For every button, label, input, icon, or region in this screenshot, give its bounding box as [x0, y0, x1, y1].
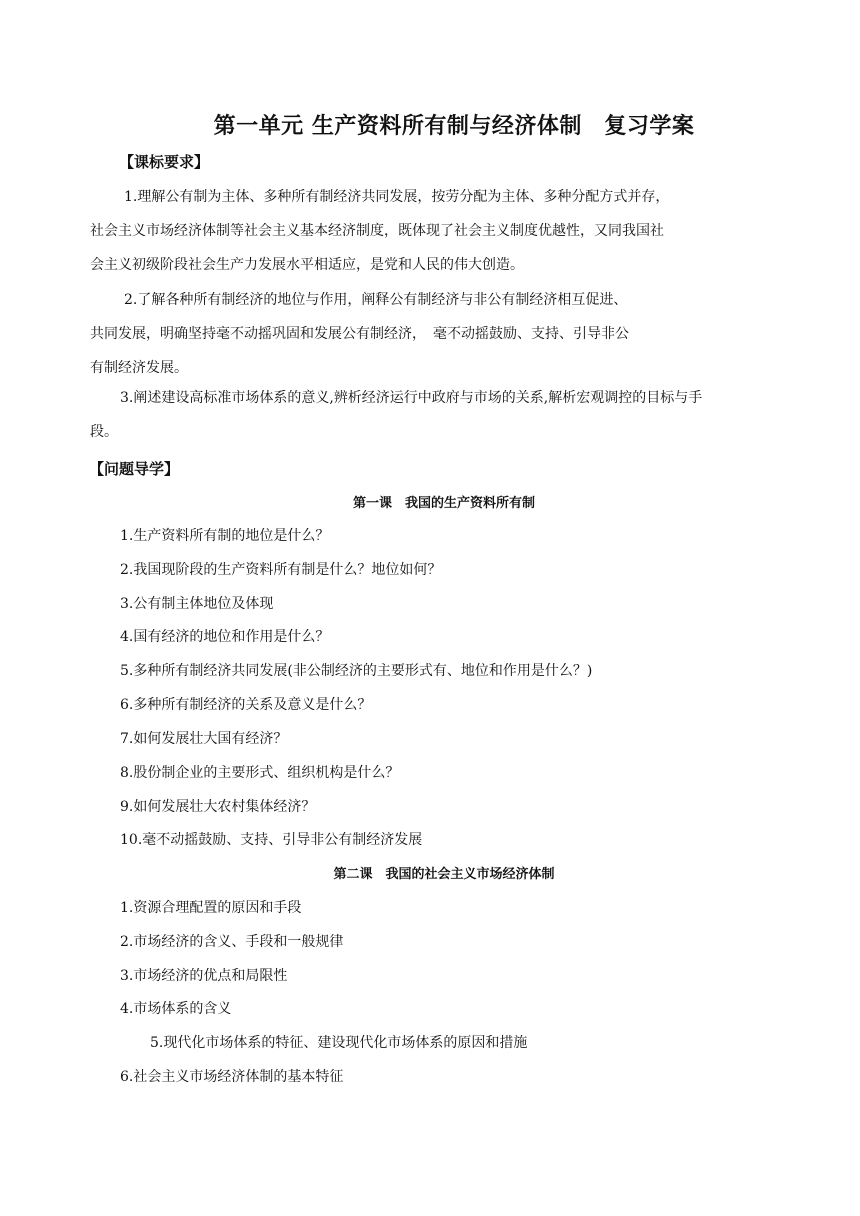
- question-item: 3.市场经济的优点和局限性: [120, 968, 288, 984]
- question-item: 2.市场经济的含义、手段和一般规律: [120, 934, 344, 950]
- question-item: 8.股份制企业的主要形式、组织机构是什么？: [120, 765, 400, 781]
- requirement-item-3: [90, 381, 774, 449]
- question-item: 5.现代化市场体系的特征、建设现代化市场体系的原因和措施: [150, 1035, 528, 1051]
- question-item: 3.公有制主体地位及体现: [120, 596, 274, 612]
- question-item: 10.毫不动摇鼓励、支持、引导非公有制经济发展: [120, 832, 423, 848]
- question-item: 9.如何发展壮大农村集体经济？: [120, 799, 316, 815]
- requirement-line: 段。: [90, 424, 118, 440]
- question-item: 4.市场体系的含义: [120, 1001, 232, 1017]
- requirement-line: 2.了解各种所有制经济的地位与作用，阐释公有制经济与非公有制经济相互促进、: [124, 292, 628, 308]
- requirement-line: 3.阐述建设高标准市场体系的意义,辨析经济运行中政府与市场的关系,解析宏观调控的目标与手: [120, 390, 703, 406]
- question-item: 6.社会主义市场经济体制的基本特征: [120, 1069, 344, 1085]
- requirement-line: 会主义初级阶段社会生产力发展水平相适应，是党和人民的伟大创造。: [90, 257, 524, 273]
- question-item: 1.资源合理配置的原因和手段: [120, 900, 302, 916]
- requirement-line: 1.理解公有制为主体、多种所有制经济共同发展，按劳分配为主体、多种分配方式并存，: [124, 189, 670, 205]
- requirement-line: 社会主义市场经济体制等社会主义基本经济制度，既体现了社会主义制度优越性，又同我国社: [90, 223, 664, 239]
- question-item: 6.多种所有制经济的关系及意义是什么？: [120, 697, 372, 713]
- requirement-item-2: [90, 283, 774, 385]
- question-item: 2.我国现阶段的生产资料所有制是什么？地位如何？: [120, 562, 442, 578]
- section-heading-requirements: 【课标要求】: [119, 153, 210, 171]
- question-item: 4.国有经济的地位和作用是什么？: [120, 629, 330, 645]
- page-title: 第一单元 生产资料所有制与经济体制 复习学案: [213, 114, 695, 139]
- lesson-2-title: 第二课 我国的社会主义市场经济体制: [333, 867, 555, 882]
- section-heading-guide: 【问题导学】: [89, 460, 180, 478]
- question-item: 1.生产资料所有制的地位是什么？: [120, 528, 330, 544]
- requirement-item-1: [90, 180, 774, 282]
- requirement-line: 共同发展，明确坚持毫不动摇巩固和发展公有制经济， 毫不动摇鼓励、支持、引导非公: [90, 326, 629, 342]
- question-item: 7.如何发展壮大国有经济？: [120, 731, 288, 747]
- requirement-line: 有制经济发展。: [90, 360, 188, 376]
- question-item: 5.多种所有制经济共同发展(非公制经济的主要形式有、地位和作用是什么？): [120, 663, 593, 679]
- lesson-1-title: 第一课 我国的生产资料所有制: [352, 496, 535, 511]
